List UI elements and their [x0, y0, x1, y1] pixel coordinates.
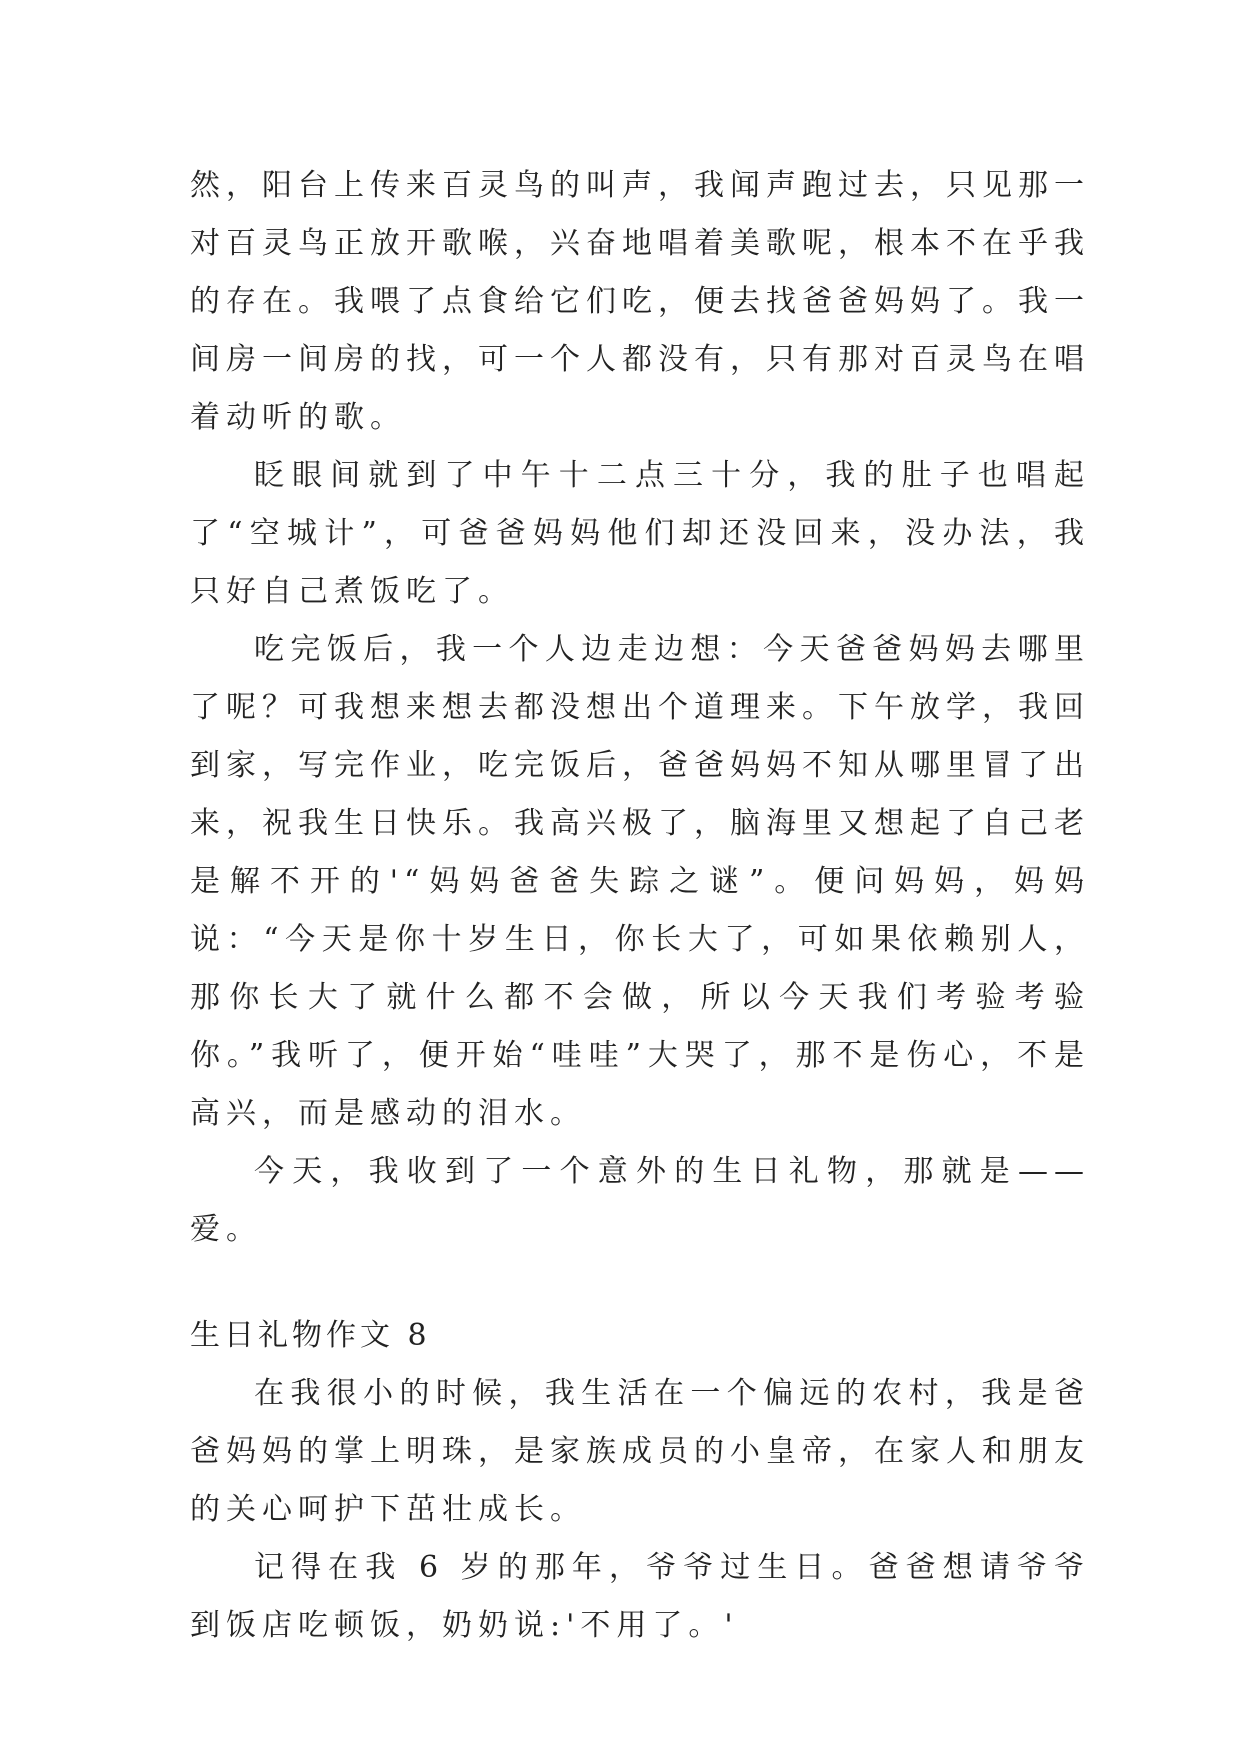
- section-spacer: [190, 1259, 1090, 1307]
- section-title: 生日礼物作文 8: [190, 1318, 431, 1353]
- paragraph-5: 在我很小的时候，我生活在一个偏远的农村，我是爸爸妈妈的掌上明珠，是家族成员的小皇帝，在家人和朋友的关心呵护下茁壮成长。: [190, 1376, 1090, 1527]
- paragraph-6: 记得在我 6 岁的那年，爷爷过生日。爸爸想请爷爷到饭店吃顿饭，奶奶说:'不用了。': [190, 1550, 1090, 1643]
- paragraph-1: 然，阳台上传来百灵鸟的叫声，我闻声跑过去，只见那一对百灵鸟正放开歌喉，兴奋地唱着美歌呢，根本不在乎我的存在。我喂了点食给它们吃，便去找爸爸妈妈了。我一间房一间房的找，可一个人都没有，只有那对百灵鸟在唱着动听的歌。: [190, 168, 1090, 435]
- paragraph-3: 吃完饭后，我一个人边走边想：今天爸爸妈妈去哪里了呢？可我想来想去都没想出个道理来。下午放学，我回到家，写完作业，吃完饭后，爸爸妈妈不知从哪里冒了出来，祝我生日快乐。我高兴极了，脑海里又想起了自己老是解不开的'“妈妈爸爸失踪之谜”。便问妈妈，妈妈说：“今天是你十岁生日，你长大了，可如果依赖别人，那你长大了就什么都不会做，所以今天我们考验考验你。”我听了，便开始“哇哇”大哭了，那不是伤心，不是高兴，而是感动的泪水。: [190, 632, 1090, 1131]
- paragraph-4: 今天，我收到了一个意外的生日礼物，那就是——爱。: [190, 1154, 1090, 1247]
- document-body: [190, 157, 1090, 1655]
- paragraph-2: 眨眼间就到了中午十二点三十分，我的肚子也唱起了“空城计”，可爸爸妈妈他们却还没回来，没办法，我只好自己煮饭吃了。: [190, 458, 1090, 609]
